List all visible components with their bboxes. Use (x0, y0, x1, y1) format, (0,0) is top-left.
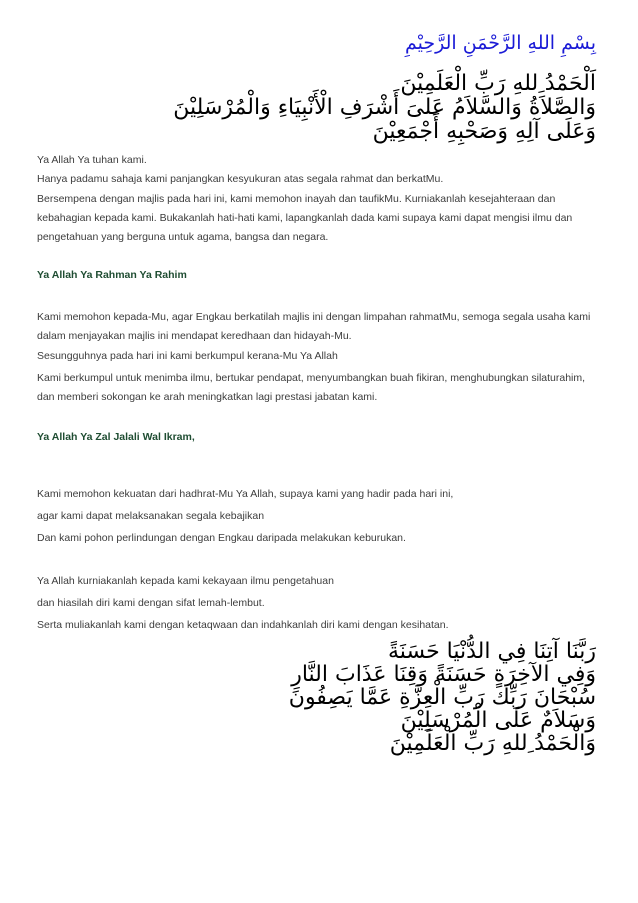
intro-line: Hanya padamu sahaja kami panjangkan kesyukuran atas segala rahmat dan berkatMu. (37, 173, 444, 185)
body-line: dan hiasilah diri kami dengan sifat lemah-lembut. (37, 597, 265, 609)
section-heading: Ya Allah Ya Zal Jalali Wal Ikram, (37, 431, 195, 443)
body-line: Sesungguhnya pada hari ini kami berkumpul kerana-Mu Ya Allah (37, 350, 338, 362)
arabic-opening-line: اَلْحَمْدُ ِللهِ رَبِّ الْعَلَمِيْنَ (400, 71, 596, 96)
arabic-closing-line: سُبْحَانَ رَبِّكَ رَبِّ الْعِزَّةِ عَمَّا يَصِفُونَ (288, 685, 596, 710)
body-line: Kami memohon kekuatan dari hadhrat-Mu Ya Allah, supaya kami yang hadir pada hari ini, (37, 488, 454, 500)
arabic-opening-line: وَالصَّلاَةُ وَالسَّلاَمُ عَلىَ أَشْرَفِ الْأَنْبِيَاءِ وَالْمُرْسَلِيْنَ (173, 95, 596, 120)
arabic-opening-line: وَعَلَى آلِهِ وَصَحْبِهِ أَجْمَعِيْنَ (372, 119, 596, 144)
body-paragraph: Kami memohon kepada-Mu, agar Engkau berkatilah majlis ini dengan limpahan rahmatMu, semoga segala usaha kami dalam menjayakan majlis ini mendapat keredhaan dan hidayah-Mu. (37, 311, 591, 342)
intro-line: Ya Allah Ya tuhan kami. (37, 154, 147, 166)
arabic-opening (173, 72, 596, 144)
body-line: Ya Allah kurniakanlah kepada kami kekayaan ilmu pengetahuan (37, 575, 334, 587)
arabic-closing-line: وَالْحَمْدُ ِللهِ رَبِّ الْعَلَمِيْنَ (389, 731, 596, 756)
intro-paragraph: Bersempena dengan majlis pada hari ini, kami memohon inayah dan taufikMu. Kurniakanlah kesejahteraan dan kebahagian kepada kami. Bukakanlah hati-hati kami, lapangkanlah dada kami supaya kami dapat mengisi ilmu dan pengetahuan yang berguna untuk agama, bangsa dan negara. (37, 193, 573, 243)
basmala: بِسْمِ اللهِ الرَّحْمَنِ الرَّحِيْمِ (405, 32, 596, 54)
body-line: Serta muliakanlah kami dengan ketaqwaan dan indahkanlah diri kami dengan kesihatan. (37, 619, 449, 631)
section-heading: Ya Allah Ya Rahman Ya Rahim (37, 269, 187, 281)
body-line: agar kami dapat melaksanakan segala kebajikan (37, 510, 265, 522)
arabic-closing (289, 640, 596, 755)
body-line: Dan kami pohon perlindungan dengan Engkau daripada melakukan keburukan. (37, 532, 406, 544)
body-paragraph: Kami berkumpul untuk menimba ilmu, bertukar pendapat, menyumbangkan buah fikiran, menghubungkan silaturahim, dan memberi sokongan ke arah meningkatkan lagi prestasi jabatan kami. (37, 372, 586, 403)
arabic-closing-line: رَبَّنَا آتِنَا فِي الدُّنْيَا حَسَنَةً (388, 639, 596, 664)
arabic-closing-line: وَفِي الآخِرَةِ حَسَنَةً وَقِنَا عَذَابَ النَّارِ (291, 662, 596, 687)
arabic-closing-line: وَسَلاَمٌ عَلَى الْمُرْسَلِيْنَ (400, 708, 596, 733)
